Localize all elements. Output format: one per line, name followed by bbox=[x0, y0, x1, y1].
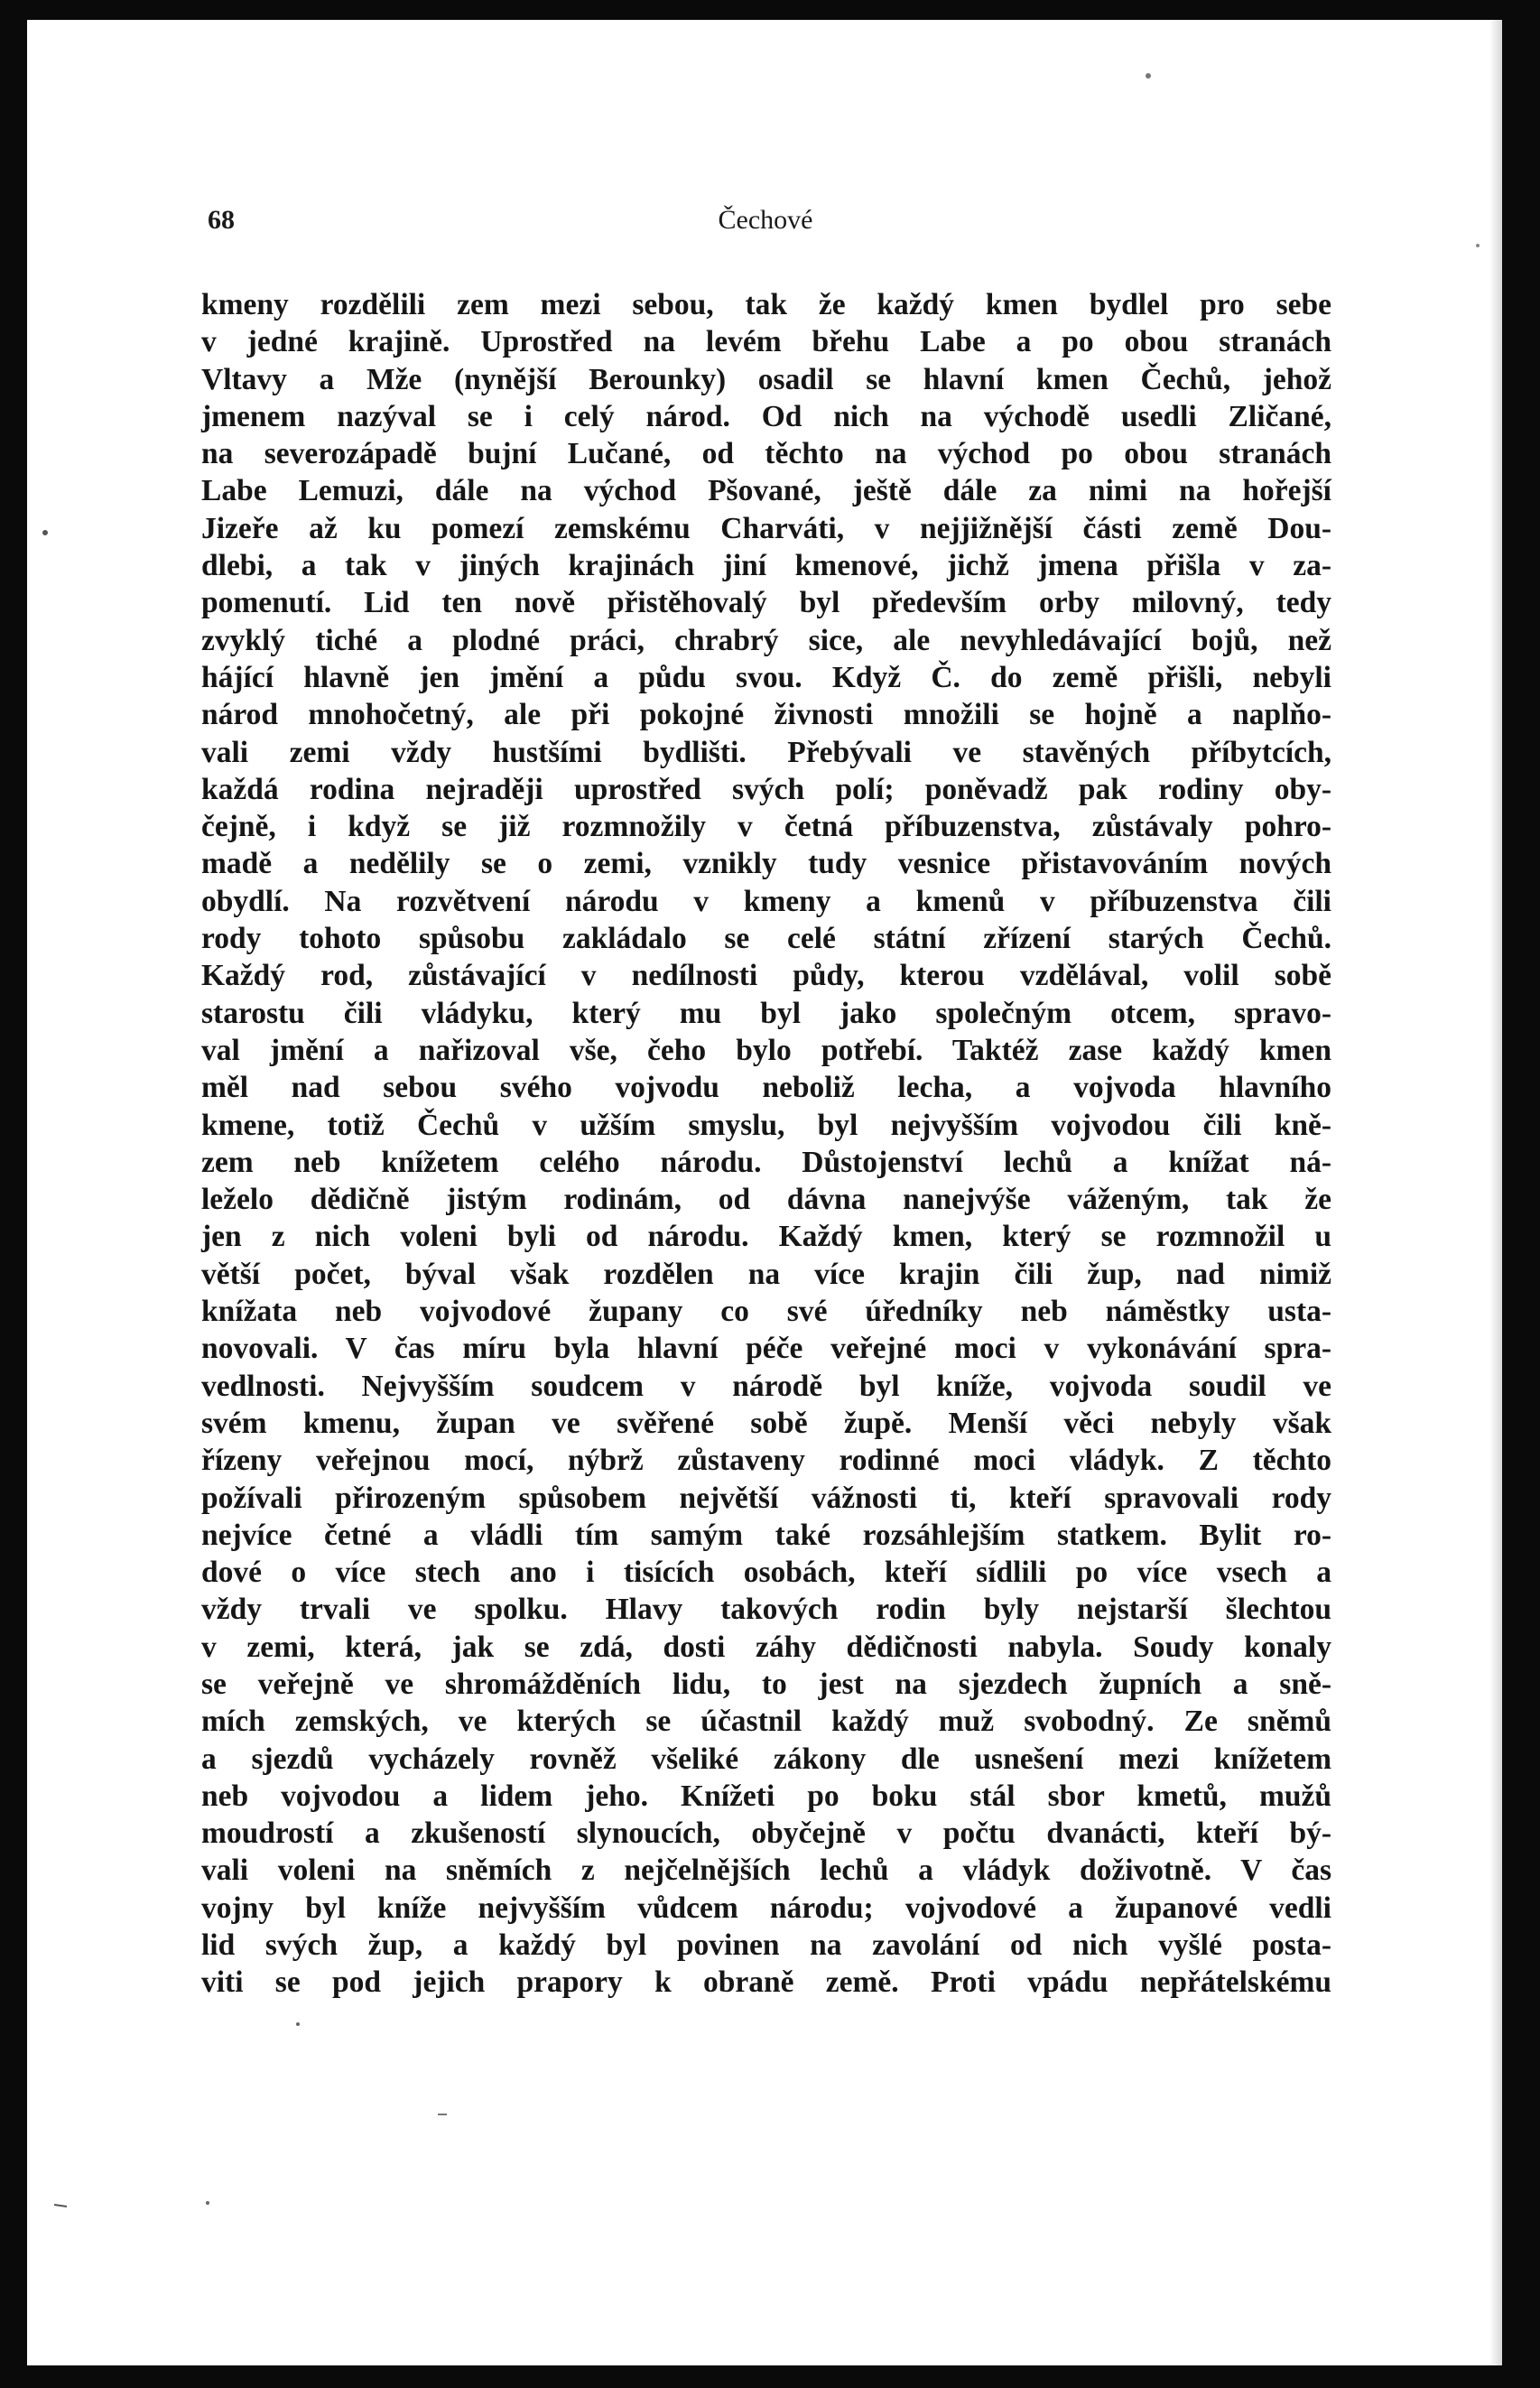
text-line: větší počet, býval však rozdělen na více krajin čili žup, nad nimiž bbox=[201, 1257, 1331, 1291]
text-line: Vltavy a Mže (nynější Berounky) osadil se hlavní kmen Čechů, jehož bbox=[201, 362, 1331, 396]
text-line: národ mnohočetný, ale při pokojné živnosti množili se hojně a naplňo- bbox=[201, 698, 1331, 732]
text-line: požívali přirozeným spůsobem největší vážnosti ti, kteří spravovali rody bbox=[201, 1481, 1331, 1515]
text-line: se veřejně ve shromážděních lidu, to jest na sjezdech župních a sně- bbox=[201, 1667, 1331, 1701]
page-number: 68 bbox=[208, 205, 235, 235]
text-line: viti se pod jejich prapory k obraně země. Proti vpádu nepřátelskému bbox=[201, 1965, 1331, 2000]
text-line: svém kmenu, župan ve svěřené sobě župě. Menší věci nebyly však bbox=[201, 1406, 1331, 1440]
body-text bbox=[201, 286, 1331, 2002]
text-line: vždy trvali ve spolku. Hlavy takových rodin byly nejstarší šlechtou bbox=[201, 1593, 1331, 1627]
text-line: vedlnosti. Nejvyšším soudcem v národě byl kníže, vojvoda soudil ve bbox=[201, 1369, 1331, 1403]
book-page bbox=[27, 20, 1502, 2365]
text-line: řízeny veřejnou mocí, nýbrž zůstaveny rodinné moci vládyk. Z těchto bbox=[201, 1444, 1331, 1478]
speck bbox=[54, 2205, 67, 2207]
speck bbox=[296, 2022, 300, 2026]
text-line: kmeny rozdělili zem mezi sebou, tak že každý kmen bydlel pro sebe bbox=[201, 288, 1331, 321]
text-line: val jmění a nařizoval vše, čeho bylo potřebí. Taktéž zase každý kmen bbox=[201, 1033, 1331, 1067]
text-line: každá rodina nejraději uprostřed svých polí; poněvadž pak rodiny oby- bbox=[201, 772, 1331, 806]
text-line: lid svých žup, a každý byl povinen na zavolání od nich vyšlé posta- bbox=[201, 1928, 1331, 1963]
text-line: nejvíce četné a vládli tím samým také rozsáhlejším statkem. Bylit ro- bbox=[201, 1518, 1331, 1552]
speck bbox=[1476, 244, 1480, 247]
text-line: moudrostí a zkušeností slynoucích, obyčejně v počtu dvanácti, kteří bý- bbox=[201, 1817, 1331, 1851]
text-line: vali voleni na sněmích z nejčelnějších lechů a vládyk doživotně. V čas bbox=[201, 1854, 1331, 1888]
text-line: rody tohoto spůsobu zakládalo se celé státní zřízení starých Čechů. bbox=[201, 922, 1331, 956]
text-line: starostu čili vládyku, který mu byl jako společným otcem, spravo- bbox=[201, 996, 1331, 1030]
text-line: vali zemi vždy hustšími bydlišti. Přebývali ve stavěných příbytcích, bbox=[201, 735, 1331, 769]
text-line: dlebi, a tak v jiných krajinách jiní kmenové, jichž jmena přišla v za- bbox=[201, 549, 1331, 583]
text-line: obydlí. Na rozvětvení národu v kmeny a kmenů v příbuzenstva čili bbox=[201, 884, 1331, 918]
running-title: Čechové bbox=[718, 205, 813, 235]
running-head bbox=[208, 205, 1323, 241]
speck bbox=[42, 530, 48, 535]
text-line: madě a nedělily se o zemi, vznikly tudy vesnice přistavováním nových bbox=[201, 847, 1331, 881]
text-line: na severozápadě bujní Lučané, od těchto na východ po obou stranách bbox=[201, 437, 1331, 471]
text-line: zem neb knížetem celého národu. Důstojenství lechů a knížat ná- bbox=[201, 1145, 1331, 1179]
speck bbox=[1146, 73, 1151, 79]
text-line: čejně, i když se již rozmnožily v četná příbuzenstva, zůstávaly pohro- bbox=[201, 810, 1331, 844]
text-line: vojny byl kníže nejvyšším vůdcem národu; vojvodové a županové vedli bbox=[201, 1891, 1331, 1925]
text-line: mích zemských, ve kterých se účastnil každý muž svobodný. Ze sněmů bbox=[201, 1705, 1331, 1739]
text-line: zvyklý tiché a plodné práci, chrabrý sice, ale nevyhledávající bojů, než bbox=[201, 623, 1331, 657]
text-line: kmene, totiž Čechů v užším smyslu, byl nejvyšším vojvodou čili kně- bbox=[201, 1108, 1331, 1142]
text-line: dové o více stech ano i tisících osobách, kteří sídlili po více vsech a bbox=[201, 1556, 1331, 1590]
text-line: Jizeře až ku pomezí zemskému Charváti, v nejjižnější části země Dou- bbox=[201, 511, 1331, 545]
text-line: jmenem nazýval se i celý národ. Od nich na východě usedli Zličané, bbox=[201, 399, 1331, 433]
speck bbox=[206, 2201, 209, 2205]
text-line: hájící hlavně jen jmění a půdu svou. Když Č. do země přišli, nebyli bbox=[201, 660, 1331, 694]
text-line: v jedné krajině. Uprostřed na levém břehu Labe a po obou stranách bbox=[201, 325, 1331, 359]
text-line: Labe Lemuzi, dále na východ Pšované, ještě dále za nimi na hořejší bbox=[201, 474, 1331, 508]
text-line: leželo dědičně jistým rodinám, od dávna nanejvýše váženým, tak že bbox=[201, 1183, 1331, 1217]
text-line: pomenutí. Lid ten nově přistěhovalý byl především orby milovný, tedy bbox=[201, 586, 1331, 620]
text-line: jen z nich voleni byli od národu. Každý kmen, který se rozmnožil u bbox=[201, 1220, 1331, 1254]
page-edge-shadow bbox=[1489, 20, 1502, 2365]
text-line: v zemi, která, jak se zdá, dosti záhy dědičnosti nabyla. Soudy konaly bbox=[201, 1630, 1331, 1664]
text-line: a sjezdů vycházely rovněž všeliké zákony dle usnešení mezi knížetem bbox=[201, 1742, 1331, 1776]
text-line: Každý rod, zůstávající v nedílnosti půdy, kterou vzdělával, volil sobě bbox=[201, 959, 1331, 993]
text-line: měl nad sebou svého vojvodu neboliž lecha, a vojvoda hlavního bbox=[201, 1071, 1331, 1105]
text-line: knížata neb vojvodové župany co své úředníky neb náměstky usta- bbox=[201, 1295, 1331, 1329]
text-line: novovali. V čas míru byla hlavní péče veřejné moci v vykonávání spra- bbox=[201, 1332, 1331, 1366]
text-line: neb vojvodou a lidem jeho. Knížeti po boku stál sbor kmetů, mužů bbox=[201, 1779, 1331, 1813]
